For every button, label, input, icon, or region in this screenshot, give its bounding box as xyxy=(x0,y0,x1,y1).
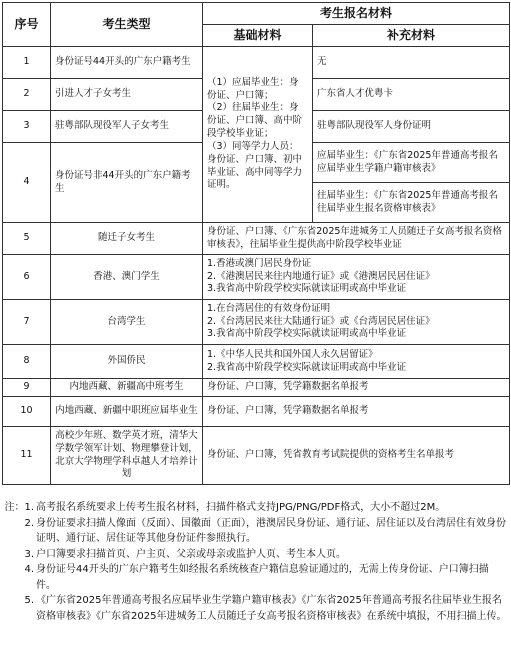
note-number: 3. xyxy=(24,548,34,560)
doc-line: 3.我省高中阶段学校实际就读证明或高中毕业证 xyxy=(207,283,407,295)
table-row xyxy=(3,255,510,300)
header-supplement: 补充材料 xyxy=(313,25,510,47)
row-merged: 身份证、户口簿、《广东省2025年进城务工人员随迁子女高考报名资格审核表》，往届毕业生提供高中阶段学校毕业证 xyxy=(203,223,510,255)
basic-line: （2）往届毕业生：身份证、户口簿、高中阶段学校毕业证； xyxy=(207,102,303,140)
note-text: 身份证号44开头的广东户籍考生如经报名系统核查户籍信息验证通过的，无需上传身份证、户口簿扫描件。 xyxy=(36,564,489,591)
doc-line: 2.《台湾居民来往大陆通行证》或《台湾居民居住证》 xyxy=(207,315,435,327)
table-row xyxy=(3,47,510,79)
row-merged xyxy=(203,300,510,345)
basic-line: （1）应届毕业生：身份证、户口簿； xyxy=(207,76,299,101)
row-type: 身份证号非44开头的广东户籍考生 xyxy=(51,143,203,223)
row-type: 身份证号44开头的广东户籍考生 xyxy=(51,47,203,79)
table-row xyxy=(3,397,510,427)
doc-line: 2.我省高中阶段学校实际就读证明或高中毕业证 xyxy=(207,361,407,373)
row-type: 香港、澳门学生 xyxy=(51,255,203,300)
doc-line: 1.在台湾居住的有效身份证明 xyxy=(207,302,331,314)
note-text: 高考报名系统要求上传考生报名材料，扫描件格式支持JPG/PNG/PDF格式，大小不超过2M。 xyxy=(36,502,446,513)
notes-section xyxy=(4,500,508,624)
row-num: 2 xyxy=(3,79,51,111)
row-num: 1 xyxy=(3,47,51,79)
doc-line: 2.《港澳居民来往内地通行证》或《港澳居民居住证》 xyxy=(207,270,435,282)
row-supp: 无 xyxy=(313,47,510,79)
basic-shared-cell xyxy=(203,47,313,223)
header-seq: 序号 xyxy=(3,3,51,47)
note-item xyxy=(4,516,508,547)
row-num: 3 xyxy=(3,111,51,143)
note-item xyxy=(4,593,508,624)
row-type: 台湾学生 xyxy=(51,300,203,345)
note-number: 2. xyxy=(24,517,34,529)
note-text: 户口簿要求扫描首页、户主页、父亲或母亲或监护人页、考生本人页。 xyxy=(36,548,346,560)
table-row xyxy=(3,379,510,397)
row-merged xyxy=(203,255,510,300)
row-num: 5 xyxy=(3,223,51,255)
row-supp-a: 应届毕业生：《广东省2025年普通高考报名应届毕业生学籍户籍审核表》 xyxy=(313,143,510,183)
row-supp: 广东省人才优粤卡 xyxy=(313,79,510,111)
row-num: 7 xyxy=(3,300,51,345)
note-item xyxy=(4,500,508,516)
note-text: 身份证要求扫描人像面（反面）、国徽面（正面），港澳居民身份证、通行证、居住证以及台湾居住有效身份证明、通行证、居住证等其他身份证件参照执行。 xyxy=(36,517,506,544)
note-number: 注：1. xyxy=(4,502,34,513)
note-item xyxy=(4,547,508,563)
doc-line: 3.我省高中阶段学校实际就读证明或高中毕业证 xyxy=(207,328,407,340)
row-num: 8 xyxy=(3,345,51,379)
basic-line: （3）同等学力人员：身份证、户口簿、初中毕业证、高中同等学力证明。 xyxy=(207,140,303,191)
note-text: 《广东省2025年普通高考报名应届毕业生学籍户籍审核表》《广东省2025年普通高考报名往届毕业生报名资格审核表》《广东省2025年进城务工人员随迁子女高考报名资格审核表》在系统中填报，不用扫描上传。 xyxy=(36,595,507,622)
header-materials: 考生报名材料 xyxy=(203,3,510,25)
row-type: 内地西藏、新疆高中班考生 xyxy=(51,379,203,397)
note-number: 4. xyxy=(24,564,34,575)
table-row xyxy=(3,300,510,345)
doc-line: 1.《中华人民共和国外国人永久居留证》 xyxy=(207,348,378,360)
row-num: 4 xyxy=(3,143,51,223)
row-merged: 身份证、户口簿，凭学籍数据名单报考 xyxy=(203,397,510,427)
row-num: 10 xyxy=(3,397,51,427)
note-number: 5. xyxy=(24,595,34,606)
note-item xyxy=(4,562,508,593)
row-num: 9 xyxy=(3,379,51,397)
row-supp-b: 往届毕业生：《广东省2025年普通高考报名往届毕业生报名资格审核表》 xyxy=(313,183,510,223)
row-merged: 身份证、户口簿，凭省教育考试院提供的资格考生名单报考 xyxy=(203,427,510,485)
table-row xyxy=(3,427,510,485)
row-num: 6 xyxy=(3,255,51,300)
row-type: 高校少年班、数学英才班，清华大学数学领军计划、物理攀登计划，北京大学物理学科卓越人才培养计划 xyxy=(51,427,203,485)
table-row xyxy=(3,345,510,379)
doc-line: 1.香港或澳门居民身份证 xyxy=(207,257,312,269)
row-type: 引进人才子女考生 xyxy=(51,79,203,111)
row-type: 随迁子女考生 xyxy=(51,223,203,255)
header-basic: 基础材料 xyxy=(203,25,313,47)
header-type: 考生类型 xyxy=(51,3,203,47)
row-type: 驻粤部队现役军人子女考生 xyxy=(51,111,203,143)
row-type: 内地西藏、新疆中职班应届毕业生 xyxy=(51,397,203,427)
row-supp: 驻粤部队现役军人身份证明 xyxy=(313,111,510,143)
row-type: 外国侨民 xyxy=(51,345,203,379)
row-merged xyxy=(203,345,510,379)
materials-table xyxy=(2,2,510,485)
table-row xyxy=(3,223,510,255)
row-merged: 身份证、户口簿，凭学籍数据名单报考 xyxy=(203,379,510,397)
row-num: 11 xyxy=(3,427,51,485)
